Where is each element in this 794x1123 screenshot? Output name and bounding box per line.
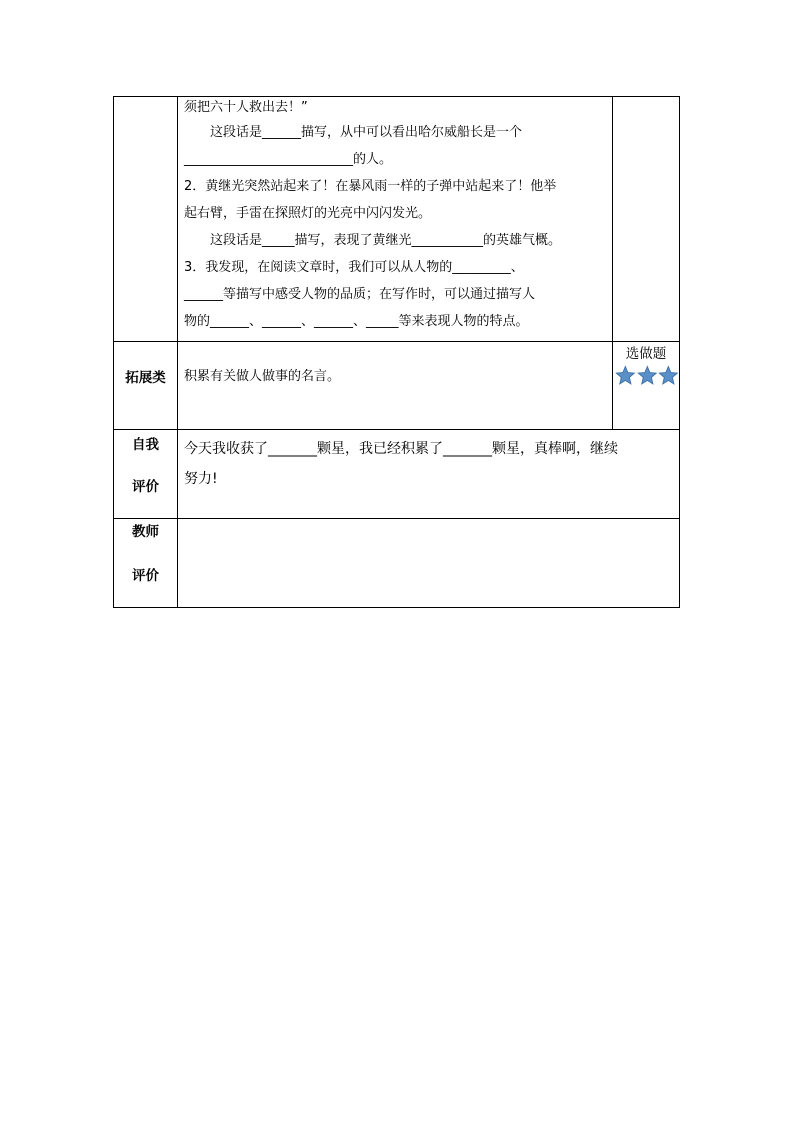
teacher-eval-label-cell xyxy=(114,519,178,608)
extension-label-cell xyxy=(114,342,178,430)
star-icon xyxy=(615,365,636,386)
extension-star-cell xyxy=(613,342,680,430)
teacher-eval-row xyxy=(114,519,680,608)
teacher-eval-label-line-1: 教师 xyxy=(132,524,159,540)
star-rating xyxy=(615,365,679,386)
self-eval-label-line-1: 自我 xyxy=(132,437,159,453)
reading-line-9: 物的______、______、______、_____等来表现人物的特点。 xyxy=(184,314,529,329)
self-eval-row xyxy=(114,430,680,519)
extension-content-cell xyxy=(178,342,613,430)
reading-line-5: 起右臂，手雷在探照灯的光亮中闪闪发光。 xyxy=(184,206,432,221)
extension-row xyxy=(114,342,680,430)
teacher-eval-label-line-2: 评价 xyxy=(132,568,159,584)
self-eval-text-line-2: 努力! xyxy=(184,471,218,487)
reading-row xyxy=(114,97,680,342)
reading-content-cell xyxy=(178,97,613,342)
self-eval-label-line-2: 评价 xyxy=(132,479,159,495)
star-icon xyxy=(637,365,658,386)
reading-line-4: 2．黄继光突然站起来了！在暴风雨一样的子弹中站起来了！他举 xyxy=(184,179,557,194)
extension-content: 积累有关做人做事的名言。 xyxy=(184,369,341,384)
self-eval-label-cell xyxy=(114,430,178,519)
star-icon xyxy=(658,365,679,386)
extension-label: 拓展类 xyxy=(125,370,166,386)
self-eval-text-line-1: 今天我收获了_______颗星，我已经积累了_______颗星，真棒啊，继续 xyxy=(184,441,618,457)
teacher-eval-content-cell[interactable] xyxy=(178,519,680,608)
self-eval-content-cell xyxy=(178,430,680,519)
reading-line-7: 3．我发现，在阅读文章时，我们可以从人物的_________、 xyxy=(184,260,524,275)
reading-label-cell xyxy=(114,97,178,342)
reading-line-8: ______等描写中感受人物的品质；在写作时，可以通过描写人 xyxy=(184,287,536,302)
reading-line-2: 这段话是______描写，从中可以看出哈尔威船长是一个 xyxy=(210,125,523,140)
reading-line-1: 须把六十人救出去！” xyxy=(184,100,308,115)
reading-star-cell xyxy=(613,97,680,342)
worksheet-table xyxy=(113,96,680,608)
optional-badge-label: 选做题 xyxy=(625,346,667,362)
reading-line-3: __________________________的人。 xyxy=(184,152,393,167)
reading-line-6: 这段话是_____描写，表现了黄继光___________的英雄气概。 xyxy=(210,233,562,248)
